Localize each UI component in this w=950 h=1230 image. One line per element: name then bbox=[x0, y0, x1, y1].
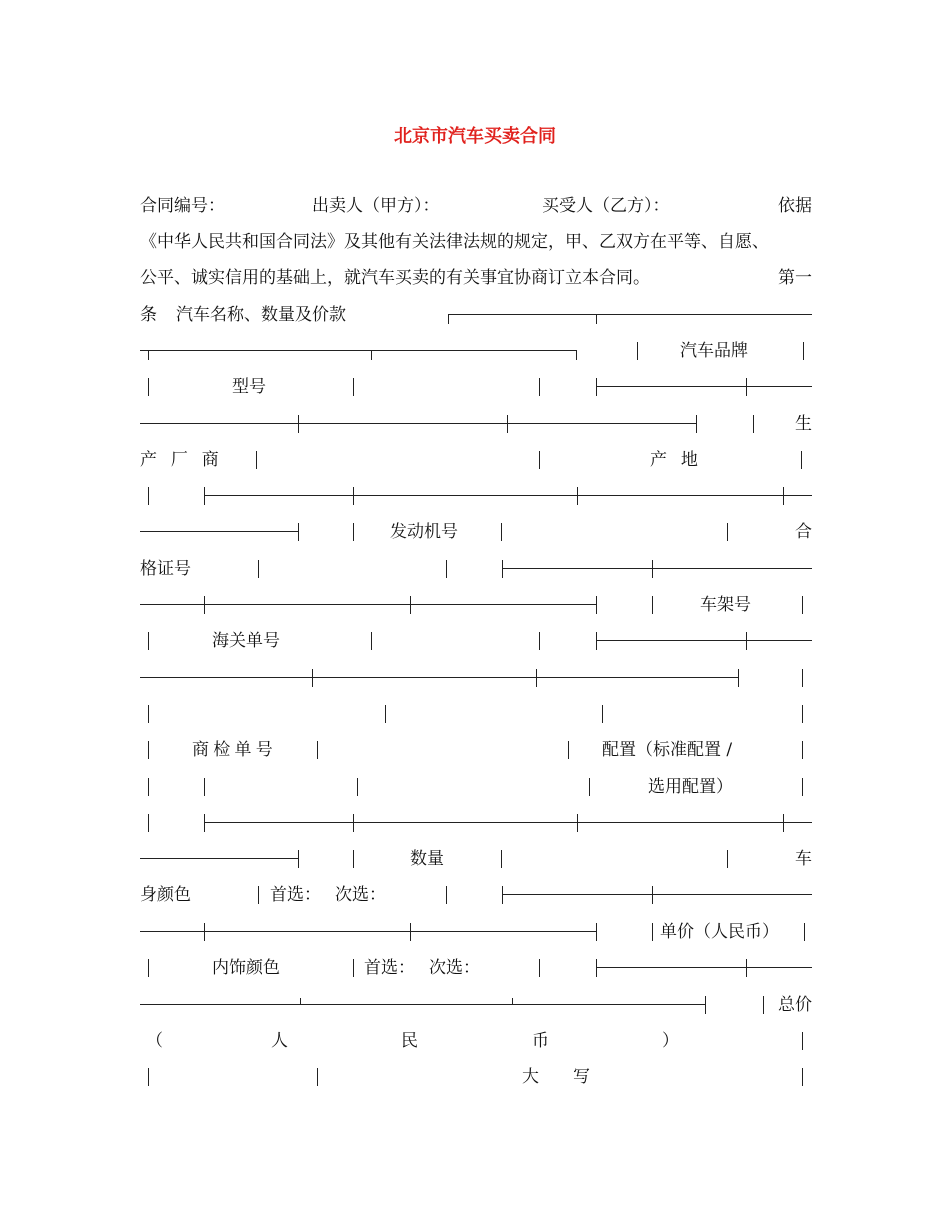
cell-border bbox=[705, 996, 706, 1014]
divider-line bbox=[140, 478, 812, 514]
cell-border bbox=[353, 378, 354, 396]
configuration-label-end: 选用配置） bbox=[648, 777, 733, 797]
inspection-line bbox=[140, 732, 812, 768]
cell-border bbox=[298, 523, 299, 541]
contract-number-label: 合同编号： bbox=[140, 196, 225, 216]
cell-border bbox=[258, 886, 259, 904]
cell-border bbox=[596, 632, 597, 650]
cell-border bbox=[746, 378, 747, 396]
cell-border bbox=[353, 959, 354, 977]
cell-border bbox=[353, 487, 354, 505]
article-number-start: 第一 bbox=[778, 268, 812, 288]
blank-row bbox=[140, 696, 812, 732]
cell-border bbox=[738, 669, 739, 687]
table-tick bbox=[371, 350, 372, 360]
table-border bbox=[140, 350, 576, 351]
interior-color-first-choice: 首选： bbox=[364, 958, 415, 978]
certificate-label: 格证号 bbox=[140, 559, 191, 579]
total-price-line bbox=[140, 987, 812, 1023]
cell-border bbox=[148, 487, 149, 505]
row-border bbox=[204, 495, 812, 496]
cell-border bbox=[353, 850, 354, 868]
cell-border bbox=[148, 814, 149, 832]
cell-border bbox=[446, 560, 447, 578]
principles-line bbox=[140, 260, 812, 296]
cell-border bbox=[353, 523, 354, 541]
table-top-tick bbox=[596, 314, 597, 324]
cell-border bbox=[204, 814, 205, 832]
brand-label: 汽车品牌 bbox=[680, 341, 748, 361]
cell-border bbox=[204, 487, 205, 505]
cell-border bbox=[502, 560, 503, 578]
certificate-label-start: 合 bbox=[795, 522, 812, 542]
frame-line bbox=[140, 587, 812, 623]
article-title-line bbox=[140, 297, 812, 333]
cell-border bbox=[637, 342, 638, 360]
cell-border bbox=[727, 850, 728, 868]
cell-border bbox=[539, 632, 540, 650]
row-border bbox=[502, 894, 812, 895]
cell-border bbox=[353, 814, 354, 832]
cell-border bbox=[539, 451, 540, 469]
body-color-second-choice: 次选： bbox=[335, 885, 386, 905]
row-border bbox=[140, 1004, 705, 1005]
cell-border bbox=[317, 741, 318, 759]
table-top-border bbox=[448, 314, 812, 315]
total-currency-char-1: 人 bbox=[271, 1031, 288, 1051]
cell-border bbox=[803, 342, 804, 360]
cell-border bbox=[783, 814, 784, 832]
row-border bbox=[502, 568, 812, 569]
cell-border bbox=[204, 923, 205, 941]
interior-color-label: 内饰颜色 bbox=[212, 958, 280, 978]
cell-border bbox=[148, 959, 149, 977]
total-currency-char-2: 民 bbox=[401, 1031, 418, 1051]
cell-border bbox=[802, 1032, 803, 1050]
cell-border bbox=[298, 850, 299, 868]
cell-border bbox=[801, 451, 802, 469]
cell-border bbox=[258, 560, 259, 578]
cell-border bbox=[652, 560, 653, 578]
row-border bbox=[140, 531, 298, 532]
cell-border bbox=[148, 1068, 149, 1086]
cell-border bbox=[317, 1068, 318, 1086]
row-border bbox=[140, 677, 738, 678]
cell-border bbox=[501, 850, 502, 868]
row-border bbox=[596, 386, 812, 387]
engine-number-label: 发动机号 bbox=[390, 522, 458, 542]
body-color-label-start: 车 bbox=[795, 849, 812, 869]
cell-border bbox=[727, 523, 728, 541]
model-label: 型号 bbox=[232, 377, 266, 397]
table-tick bbox=[300, 998, 301, 1005]
row-border bbox=[140, 423, 696, 424]
customs-number-label: 海关单号 bbox=[212, 631, 280, 651]
uppercase-line bbox=[140, 1059, 812, 1095]
cell-border bbox=[802, 596, 803, 614]
cell-border bbox=[385, 705, 386, 723]
quantity-line bbox=[140, 841, 812, 877]
cell-border bbox=[596, 378, 597, 396]
cell-border bbox=[802, 741, 803, 759]
seller-label: 出卖人（甲方）： bbox=[312, 196, 440, 216]
total-currency-paren-open: （ bbox=[146, 1031, 163, 1051]
unit-price-line bbox=[140, 914, 812, 950]
cell-border bbox=[802, 778, 803, 796]
cell-border bbox=[746, 632, 747, 650]
article-title: 汽车名称、数量及价款 bbox=[176, 305, 346, 325]
cell-border bbox=[539, 959, 540, 977]
cell-border bbox=[568, 741, 569, 759]
article-number-end: 条 bbox=[140, 305, 157, 325]
cell-border bbox=[148, 778, 149, 796]
principles-text: 公平、诚实信用的基础上，就汽车买卖的有关事宜协商订立本合同。 bbox=[140, 268, 650, 288]
basis-text-start: 依据 bbox=[778, 196, 812, 216]
cell-border bbox=[577, 487, 578, 505]
divider-line-2 bbox=[140, 660, 812, 696]
body-color-label: 身颜色 bbox=[140, 885, 191, 905]
total-currency-paren-close: ） bbox=[662, 1031, 679, 1051]
inspection-number-label: 商检单号 bbox=[192, 740, 277, 760]
cell-border bbox=[410, 923, 411, 941]
cell-border bbox=[502, 886, 503, 904]
cell-border bbox=[256, 451, 257, 469]
cell-border bbox=[596, 923, 597, 941]
uppercase-amount-label: 大 写 bbox=[522, 1067, 590, 1087]
unit-price-label: 单价（人民币） bbox=[660, 922, 779, 942]
cell-border bbox=[652, 886, 653, 904]
table-corner bbox=[448, 314, 449, 324]
cell-border bbox=[802, 669, 803, 687]
cell-border bbox=[148, 741, 149, 759]
cell-border bbox=[783, 487, 784, 505]
total-currency-char-3: 币 bbox=[532, 1031, 549, 1051]
cell-border bbox=[602, 705, 603, 723]
cell-border bbox=[312, 669, 313, 687]
cell-border bbox=[446, 886, 447, 904]
row-border bbox=[596, 640, 812, 641]
cell-border bbox=[204, 596, 205, 614]
brand-line bbox=[140, 333, 812, 369]
cell-border bbox=[539, 378, 540, 396]
divider-line-3 bbox=[140, 805, 812, 841]
manufacturer-line-b bbox=[140, 442, 812, 478]
customs-line bbox=[140, 623, 812, 659]
cell-border bbox=[298, 415, 299, 433]
cell-border bbox=[746, 959, 747, 977]
manufacturer-label-start: 生 bbox=[795, 414, 812, 434]
certificate-line bbox=[140, 551, 812, 587]
cell-border bbox=[148, 632, 149, 650]
cell-border bbox=[371, 632, 372, 650]
cell-border bbox=[802, 705, 803, 723]
frame-number-label: 车架号 bbox=[700, 595, 751, 615]
model-line bbox=[140, 369, 812, 405]
row-border bbox=[140, 858, 298, 859]
total-currency-line bbox=[140, 1023, 812, 1059]
cell-border bbox=[652, 596, 653, 614]
table-tick bbox=[576, 350, 577, 360]
interior-color-second-choice: 次选： bbox=[429, 958, 480, 978]
cell-border bbox=[804, 923, 805, 941]
cell-border bbox=[507, 415, 508, 433]
interior-color-line bbox=[140, 950, 812, 986]
cell-border bbox=[802, 1068, 803, 1086]
cell-border bbox=[596, 959, 597, 977]
cell-border bbox=[501, 523, 502, 541]
row-border bbox=[596, 967, 812, 968]
cell-border bbox=[763, 996, 764, 1014]
cell-border bbox=[357, 778, 358, 796]
row-border bbox=[140, 604, 596, 605]
row-border bbox=[140, 931, 596, 932]
body-color-line bbox=[140, 877, 812, 913]
cell-border bbox=[652, 923, 653, 941]
cell-border bbox=[596, 596, 597, 614]
document-title: 北京市汽车买卖合同 bbox=[394, 126, 556, 147]
manufacturer-label: 产 厂 商 bbox=[140, 450, 224, 470]
configuration-label: 配置（标准配置 / bbox=[602, 740, 733, 760]
configuration-line bbox=[140, 769, 812, 805]
cell-border bbox=[148, 705, 149, 723]
cell-border bbox=[148, 378, 149, 396]
total-price-label: 总价 bbox=[778, 995, 812, 1015]
table-tick bbox=[512, 998, 513, 1005]
header-line bbox=[140, 188, 812, 224]
buyer-label: 买受人（乙方）： bbox=[542, 196, 670, 216]
origin-label: 产 地 bbox=[650, 450, 703, 470]
legal-basis-text: 《中华人民共和国合同法》及其他有关法律法规的规定，甲、乙双方在平等、自愿、 bbox=[140, 232, 769, 252]
row-border bbox=[204, 822, 812, 823]
table-tick bbox=[148, 350, 149, 360]
cell-border bbox=[753, 415, 754, 433]
cell-border bbox=[410, 596, 411, 614]
manufacturer-line-a bbox=[140, 406, 812, 442]
basis-line bbox=[140, 224, 812, 260]
body-color-first-choice: 首选： bbox=[270, 885, 321, 905]
cell-border bbox=[577, 814, 578, 832]
cell-border bbox=[204, 778, 205, 796]
cell-border bbox=[696, 415, 697, 433]
engine-line bbox=[140, 514, 812, 550]
cell-border bbox=[589, 778, 590, 796]
cell-border bbox=[536, 669, 537, 687]
quantity-label: 数量 bbox=[410, 849, 444, 869]
